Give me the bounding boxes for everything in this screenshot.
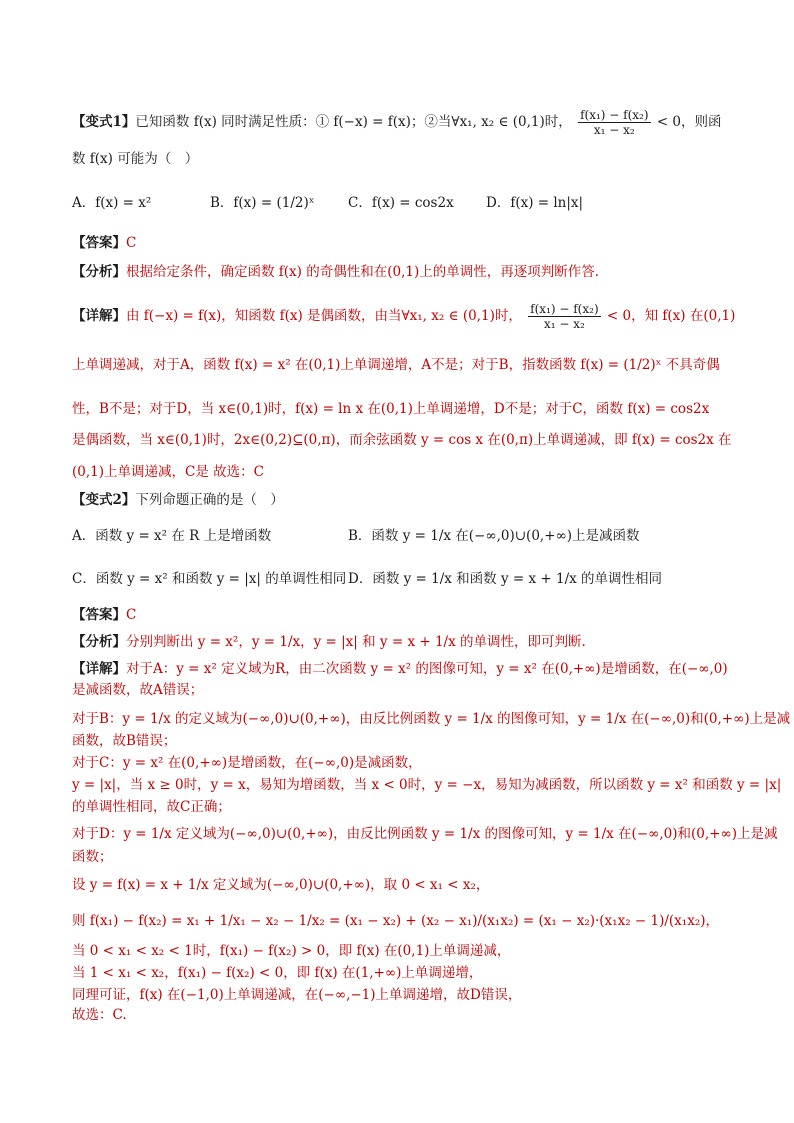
variant1-detail-line2: 上单调递减，对于A，函数 f(x) = x² 在(0,1)上单调递增，A不是；对于B，指数函数 f(x) = (1/2)ˣ 不具奇偶	[72, 357, 720, 373]
variant2-detail-line: 则 f(x₁) − f(x₂) = x₁ + 1/x₁ − x₂ − 1/x₂ = (x₁ − x₂) + (x₂ − x₁)/(x₁x₂) = (x₁ − x₂)·(x₁x₂ − 1)/(x₁x₂)，	[72, 913, 719, 929]
variant2-detail-line: 当 1 < x₁ < x₂，f(x₁) − f(x₂) < 0，即 f(x) 在(1,+∞)上单调递增，	[72, 965, 483, 981]
variant2-detail-line: 函数，故B错误；	[72, 733, 177, 749]
variant2-detail-line: 当 0 < x₁ < x₂ < 1时，f(x₁) − f(x₂) > 0，即 f(x) 在(0,1)上单调递减，	[72, 943, 511, 959]
variant1-question-tail: < 0，则函	[656, 114, 722, 130]
variant1-detail-line5: (0,1)上单调递减，C是 故选：C	[72, 464, 264, 480]
variant2-detail-line: 是减函数，故A错误；	[72, 682, 204, 698]
variant1-fraction: $\frac{\text{f(x₁) − f(x₂)}}{\text{x₁ − x₂}}$	[580, 108, 649, 137]
variant2-detail-line: 同理可证，f(x) 在(−1,0)上单调递减，在(−∞,−1)上单调递增，故D错误，	[72, 987, 522, 1003]
variant1-detail-line1: 【详解】由 f(−x) = f(x)，知函数 f(x) 是偶函数，由当∀x₁, x₂ ∈ (0,1)时， $\frac{\text{f(x₁) − f(x₂)}}{\text{x₁ − x₂}}$ < 0，知 f(x) 在(0,1)	[72, 302, 736, 331]
variant1-detail-line4: 是偶函数，当 x∈(0,1)时，2x∈(0,2)⊆(0,π)，而余弦函数 y = cos x 在(0,π)上单调递减，即 f(x) = cos2x 在	[72, 432, 732, 448]
variant1-detail-fraction: $\frac{\text{f(x₁) − f(x₂)}}{\text{x₁ − x₂}}$	[530, 302, 599, 331]
variant1-option-d: D．f(x) = ln|x|	[486, 195, 584, 211]
variant2-detail-line: 对于D：y = 1/x 定义域为(−∞,0)∪(0,+∞)，由反比例函数 y = 1/x 的图像可知，y = 1/x 在(−∞,0)和(0,+∞)上是减	[72, 826, 778, 842]
variant2-question: 【变式2】下列命题正确的是（ ）	[72, 492, 284, 508]
variant1-question-text: 【变式1】已知函数 f(x) 同时满足性质：① f(−x) = f(x)；②当∀x₁, x₂ ∈ (0,1)时，	[72, 114, 572, 130]
variant1-question	[72, 108, 722, 137]
variant2-detail-line: y = |x|，当 x ≥ 0时，y = x，易知为增函数，当 x < 0时，y = −x，易知为减函数，所以函数 y = x² 和函数 y = |x|	[72, 777, 782, 793]
variant1-option-c: C．f(x) = cos2x	[348, 195, 454, 211]
variant2-detail-line: 对于B：y = 1/x 的定义域为(−∞,0)∪(0,+∞)，由反比例函数 y = 1/x 的图像可知，y = 1/x 在(−∞,0)和(0,+∞)上是减	[72, 711, 791, 727]
variant2-option-c: C．函数 y = x² 和函数 y = |x| 的单调性相同	[72, 571, 347, 587]
variant2-option-a: A．函数 y = x² 在 R 上是增函数	[72, 528, 272, 544]
variant2-option-d: D．函数 y = 1/x 和函数 y = x + 1/x 的单调性相同	[348, 571, 663, 587]
variant2-detail-line: 设 y = f(x) = x + 1/x 定义域为(−∞,0)∪(0,+∞)，取 0 < x₁ < x₂，	[72, 877, 490, 893]
variant1-detail-line3: 性，B不是；对于D，当 x∈(0,1)时，f(x) = ln x 在(0,1)上单调递增，D不是；对于C，函数 f(x) = cos2x	[72, 401, 710, 417]
variant2-detail-line: 对于C：y = x² 在(0,+∞)是增函数，在(−∞,0)是减函数，	[72, 755, 422, 771]
variant1-question-line2: 数 f(x) 可能为（ ）	[72, 151, 199, 167]
variant2-detail-line: 的单调性相同，故C正确；	[72, 799, 231, 815]
variant2-answer: 【答案】C	[72, 607, 137, 623]
variant2-analysis: 【分析】分别判断出 y = x²，y = 1/x，y = |x| 和 y = x + 1/x 的单调性，即可判断.	[72, 634, 586, 650]
variant1-option-b: B．f(x) = (1/2)ˣ	[210, 195, 315, 211]
variant1-analysis: 【分析】根据给定条件，确定函数 f(x) 的奇偶性和在(0,1)上的单调性，再逐项判断作答.	[72, 264, 600, 280]
variant2-detail-line: 故选：C.	[72, 1007, 127, 1023]
variant2-detail-line: 函数；	[72, 849, 113, 865]
variant1-option-a: A．f(x) = x²	[72, 195, 152, 211]
variant1-answer: 【答案】C	[72, 235, 137, 251]
variant2-option-b: B．函数 y = 1/x 在(−∞,0)∪(0,+∞)上是减函数	[348, 528, 640, 544]
variant2-detail-line: 【详解】对于A：y = x² 定义域为R，由二次函数 y = x² 的图像可知，y = x² 在(0,+∞)是增函数，在(−∞,0)	[72, 661, 728, 677]
